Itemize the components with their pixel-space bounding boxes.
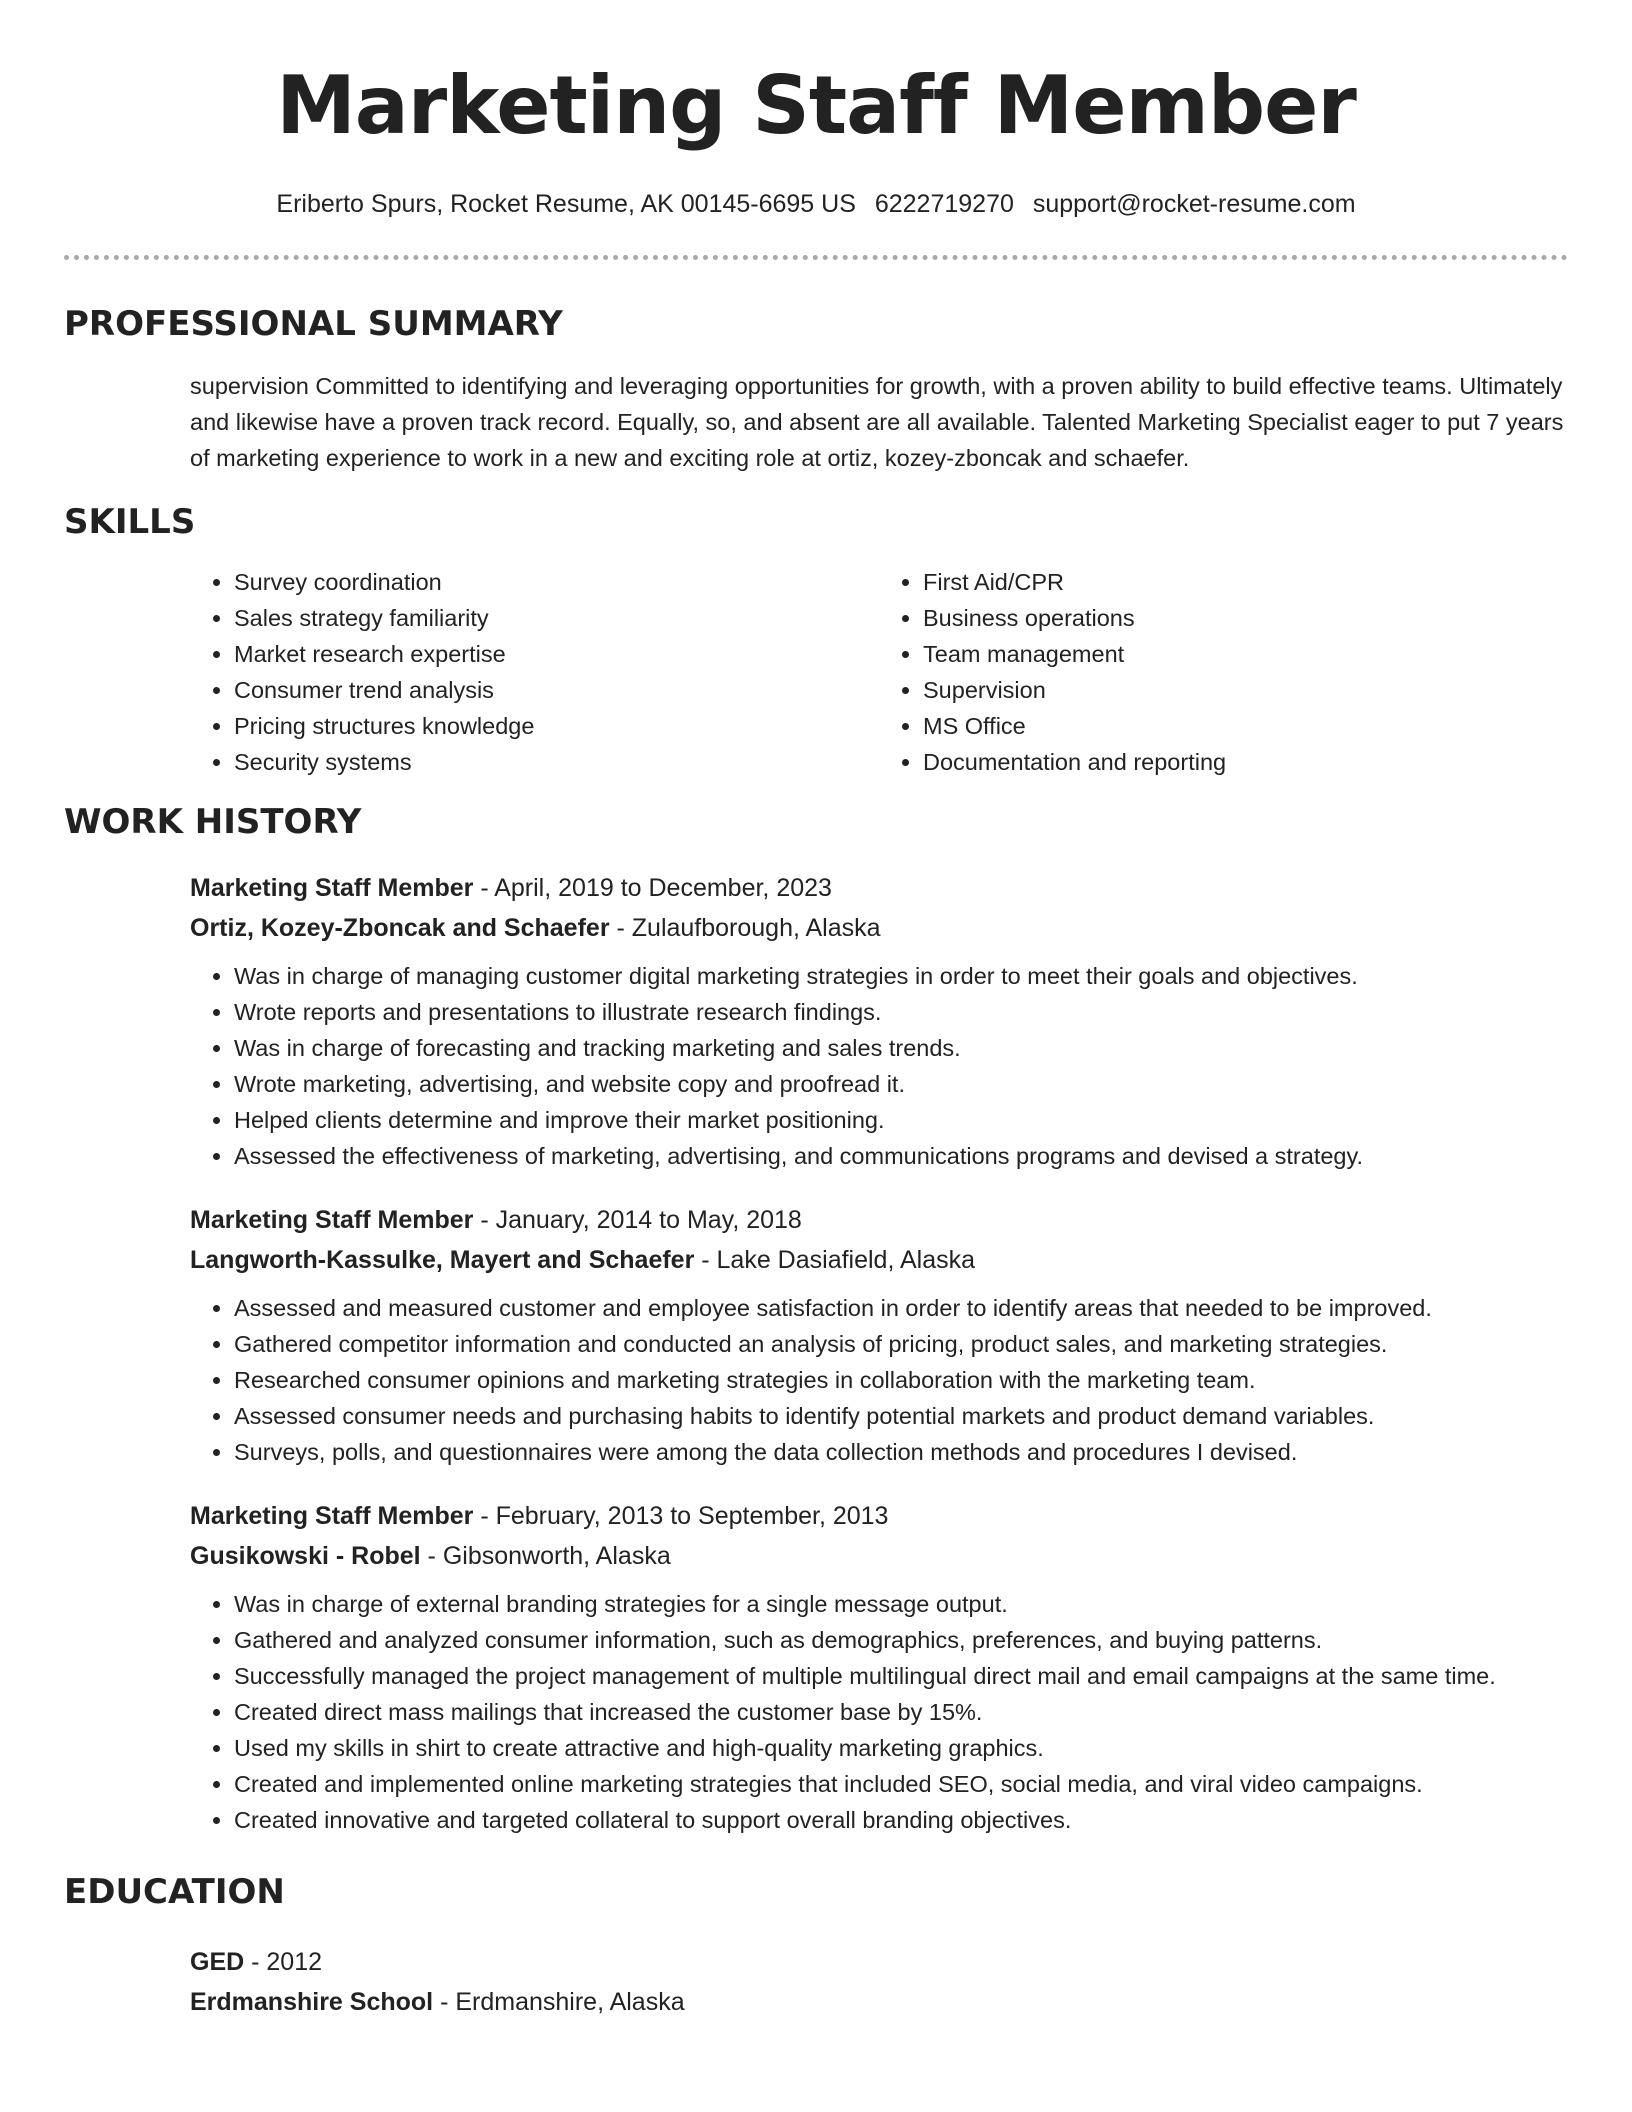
job-company-line [190, 1536, 1568, 1576]
job-bullet: • Was in charge of external branding strategies for a single message output. [234, 1586, 1568, 1622]
job-bullet: • Researched consumer opinions and marketing strategies in collaboration with the marketing team. [234, 1362, 1568, 1398]
job-title-line [190, 868, 1568, 908]
skill-item: • Market research expertise [234, 636, 879, 672]
job-bullets [190, 958, 1568, 1174]
candidate-name: Marketing Staff Member [276, 59, 1356, 152]
contact-phone: 6222719270 [874, 190, 1014, 218]
job-bullet: • Gathered competitor information and conducted an analysis of pricing, product sales, and marketing strategies. [234, 1326, 1568, 1362]
job-company: Ortiz, Kozey-Zboncak and Schaefer [190, 914, 610, 942]
education-year: - 2012 [244, 1948, 323, 1976]
skill-item: • MS Office [923, 708, 1568, 744]
job-entry [190, 1200, 1568, 1470]
job-entry [190, 1496, 1568, 1838]
contact-line [64, 186, 1568, 222]
job-bullet: • Created innovative and targeted collateral to support overall branding objectives. [234, 1802, 1568, 1838]
job-dates: - January, 2014 to May, 2018 [473, 1206, 802, 1234]
work-history-heading: WORK HISTORY [64, 802, 362, 842]
education-school-line [190, 1982, 1568, 2022]
job-bullet: • Successfully managed the project management of multiple multilingual direct mail and email campaigns at the same time. [234, 1658, 1568, 1694]
skill-item: • Security systems [234, 744, 879, 780]
job-title-line [190, 1496, 1568, 1536]
job-bullet: • Gathered and analyzed consumer information, such as demographics, preferences, and buying patterns. [234, 1622, 1568, 1658]
job-bullet: • Wrote reports and presentations to illustrate research findings. [234, 994, 1568, 1030]
skill-item: • Supervision [923, 672, 1568, 708]
job-bullet: • Assessed the effectiveness of marketing, advertising, and communications programs and devised a strategy. [234, 1138, 1568, 1174]
job-title-line [190, 1200, 1568, 1240]
job-bullet: • Surveys, polls, and questionnaires were among the data collection methods and procedures I devised. [234, 1434, 1568, 1470]
skill-item: • First Aid/CPR [923, 564, 1568, 600]
summary-text: supervision Committed to identifying and leveraging opportunities for growth, with a proven ability to build effective teams. Ultimately and likewise have a proven track record. Equally, so, and absent are all available. Talented Marketing Specialist eager to put 7 years of marketing experience to work in a new and exciting role at ortiz, kozey-zboncak and schaefer. [190, 373, 1564, 471]
job-bullet: • Was in charge of managing customer digital marketing strategies in order to meet their goals and objectives. [234, 958, 1568, 994]
job-location: - Gibsonworth, Alaska [420, 1542, 671, 1570]
job-location: - Zulaufborough, Alaska [609, 914, 881, 942]
job-dates: - April, 2019 to December, 2023 [473, 874, 832, 902]
education-entry [190, 1942, 1568, 2022]
skill-item: • Consumer trend analysis [234, 672, 879, 708]
skill-item: • Pricing structures knowledge [234, 708, 879, 744]
job-role: Marketing Staff Member [190, 874, 474, 902]
job-bullet: • Was in charge of forecasting and tracking marketing and sales trends. [234, 1030, 1568, 1066]
job-bullet: • Helped clients determine and improve their market positioning. [234, 1102, 1568, 1138]
skill-item: • Team management [923, 636, 1568, 672]
job-bullet: • Wrote marketing, advertising, and website copy and proofread it. [234, 1066, 1568, 1102]
job-company: Langworth-Kassulke, Mayert and Schaefer [190, 1246, 695, 1274]
job-dates: - February, 2013 to September, 2013 [473, 1502, 889, 1530]
education-school: Erdmanshire School [190, 1988, 434, 2016]
job-company: Gusikowski - Robel [190, 1542, 421, 1570]
job-bullet: • Used my skills in shirt to create attractive and high-quality marketing graphics. [234, 1730, 1568, 1766]
contact-address: Eriberto Spurs, Rocket Resume, AK 00145-6695 US [276, 190, 856, 218]
education-degree: GED [190, 1948, 245, 1976]
job-location: - Lake Dasiafield, Alaska [694, 1246, 976, 1274]
job-entry [190, 868, 1568, 1174]
skill-item: • Business operations [923, 600, 1568, 636]
skills-column-left [190, 564, 879, 780]
skill-item: • Sales strategy familiarity [234, 600, 879, 636]
job-bullet: • Created and implemented online marketing strategies that included SEO, social media, and viral video campaigns. [234, 1766, 1568, 1802]
skill-item: • Documentation and reporting [923, 744, 1568, 780]
summary-heading: PROFESSIONAL SUMMARY [64, 304, 563, 344]
education-location: - Erdmanshire, Alaska [433, 1988, 685, 2016]
job-bullets [190, 1586, 1568, 1838]
contact-email: support@rocket-resume.com [1032, 190, 1356, 218]
education-degree-line [190, 1942, 1568, 1982]
skills-column-right [879, 564, 1568, 780]
job-company-line [190, 1240, 1568, 1280]
job-role: Marketing Staff Member [190, 1502, 474, 1530]
skills-heading: SKILLS [64, 502, 196, 542]
job-bullet: • Created direct mass mailings that increased the customer base by 15%. [234, 1694, 1568, 1730]
skill-item: • Survey coordination [234, 564, 879, 600]
skills-list [190, 564, 1568, 780]
job-company-line [190, 908, 1568, 948]
header-divider [64, 255, 1568, 260]
job-bullet: • Assessed consumer needs and purchasing habits to identify potential markets and product demand variables. [234, 1398, 1568, 1434]
job-bullet: • Assessed and measured customer and employee satisfaction in order to identify areas that needed to be improved. [234, 1290, 1568, 1326]
job-role: Marketing Staff Member [190, 1206, 474, 1234]
education-heading: EDUCATION [64, 1872, 285, 1912]
job-bullets [190, 1290, 1568, 1470]
